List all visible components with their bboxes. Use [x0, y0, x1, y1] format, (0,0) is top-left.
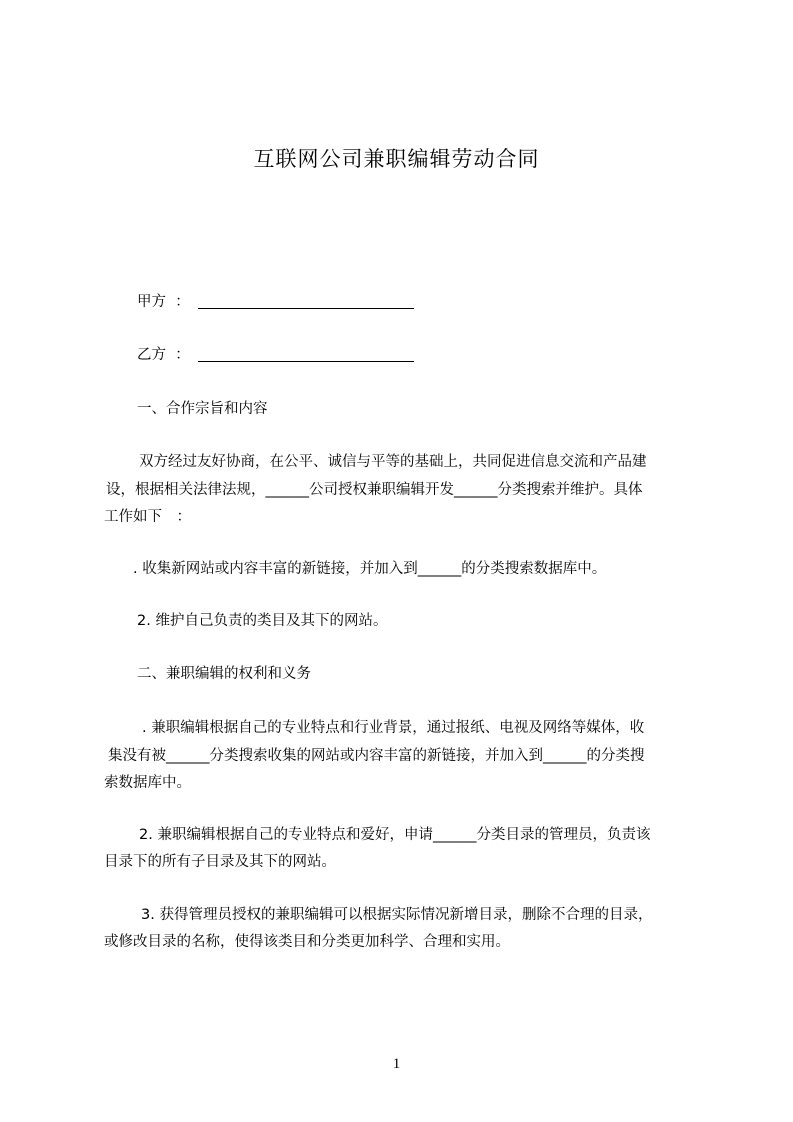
party-b-label: 乙方	[137, 347, 166, 363]
party-b-row	[137, 345, 414, 365]
section2-item3-line-2: 或修改目录的名称，使得该类目和分类更加科学、合理和实用。	[104, 934, 510, 950]
section2-item1-line-2: 集没有被______分类搜索收集的网站或内容丰富的新链接，并加入到______的分类搜	[108, 748, 645, 764]
document-title: 互联网公司兼职编辑劳动合同	[253, 147, 540, 171]
section2-item1-line-3: 索数据库中。	[104, 775, 191, 791]
section2-item2-line-2: 目录下的所有子目录及其下的网站。	[104, 854, 336, 870]
party-b-colon: ：	[175, 347, 190, 363]
section1-para-line-2: 设，根据相关法律法规，______公司授权兼职编辑开发______分类搜索并维护。具体	[106, 482, 643, 498]
party-a-label: 甲方	[137, 294, 166, 310]
section1-item-2: 2. 维护自己负责的类目及其下的网站。	[137, 613, 388, 629]
party-b-blank-line	[198, 347, 414, 362]
section1-para-line-1: 双方经过友好协商，在公平、诚信与平等的基础上，共同促进信息交流和产品建	[139, 454, 647, 470]
party-a-blank-line	[198, 294, 414, 309]
page-number: 1	[392, 1056, 401, 1072]
section1-para-line-3: 工作如下 ：	[104, 509, 191, 525]
section1-item-1: . 收集新网站或内容丰富的新链接，并加入到______的分类搜索数据库中。	[133, 561, 607, 577]
party-a-colon: ：	[175, 294, 190, 310]
party-a-row	[137, 292, 414, 312]
section2-item1-line-1: . 兼职编辑根据自己的专业特点和行业背景，通过报纸、电视及网络等媒体，收	[142, 720, 645, 736]
section2-heading: 二、兼职编辑的权利和义务	[137, 666, 311, 682]
section1-heading: 一、合作宗旨和内容	[137, 401, 268, 417]
section2-item3-line-1: 3. 获得管理员授权的兼职编辑可以根据实际情况新增目录，删除不合理的目录，	[141, 907, 653, 923]
section2-item2-line-1: 2. 兼职编辑根据自己的专业特点和爱好，申请______分类目录的管理员，负责该	[139, 827, 651, 843]
